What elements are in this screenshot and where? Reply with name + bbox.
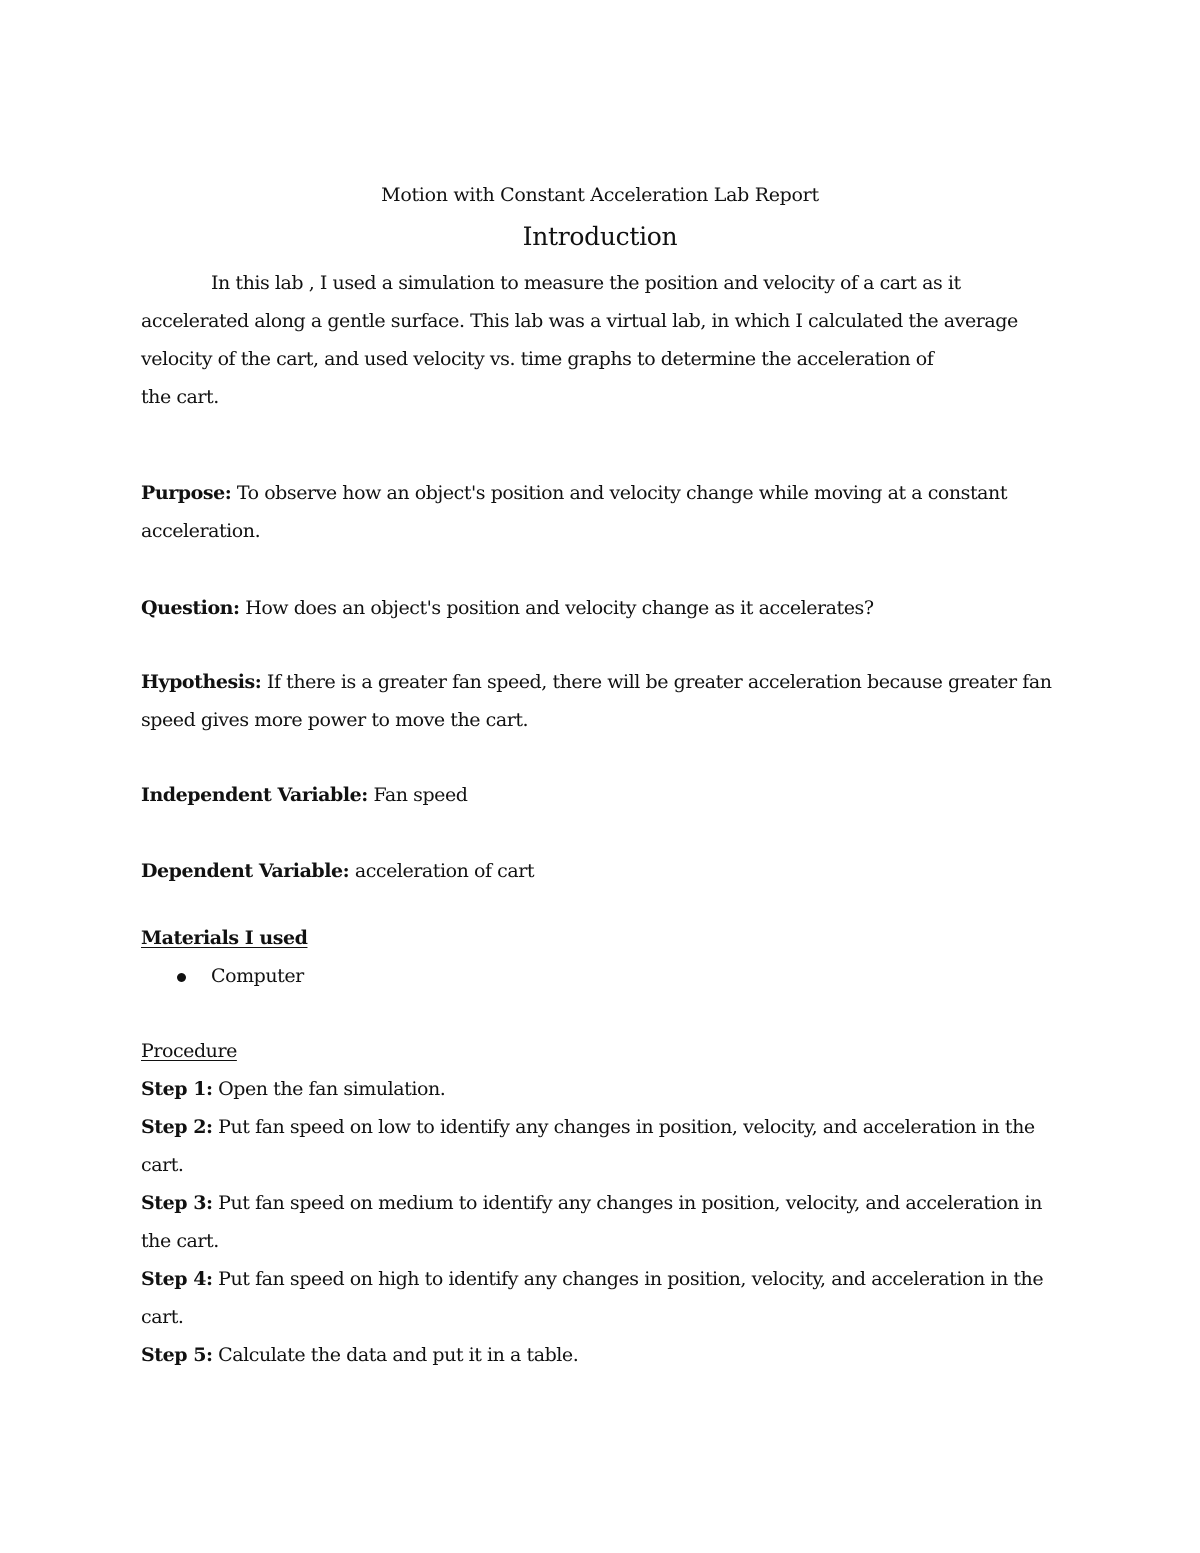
step-label: Step 1: <box>141 1078 213 1100</box>
document-title: Motion with Constant Acceleration Lab Report <box>381 184 819 206</box>
procedure-step <box>141 1260 1059 1336</box>
intro-line: In this lab , I used a simulation to measure the position and velocity of a cart as it <box>211 272 961 294</box>
materials-item-text: Computer <box>211 965 304 987</box>
section-heading-introduction: Introduction <box>522 222 678 251</box>
step-text: Put fan speed on low to identify any changes in position, velocity, and acceleration in the cart. <box>141 1116 1035 1176</box>
question-paragraph <box>141 589 1059 627</box>
step-text: Put fan speed on medium to identify any changes in position, velocity, and acceleration in the cart. <box>141 1192 1042 1252</box>
intro-line: the cart. <box>141 386 219 408</box>
purpose-paragraph <box>141 474 1059 550</box>
procedure-steps <box>141 1070 1059 1374</box>
procedure-step <box>141 1108 1059 1184</box>
procedure-step <box>141 1184 1059 1260</box>
dependent-variable-text: acceleration of cart <box>349 860 535 882</box>
step-label: Step 2: <box>141 1116 213 1138</box>
hypothesis-text: If there is a greater fan speed, there will be greater acceleration because greater fan speed gives more power to move the cart. <box>141 671 1052 731</box>
question-text: How does an object's position and velocity change as it accelerates? <box>239 597 874 619</box>
purpose-text: To observe how an object's position and velocity change while moving at a constant acceleration. <box>141 482 1007 542</box>
intro-line: accelerated along a gentle surface. This lab was a virtual lab, in which I calculated the average <box>141 310 1018 332</box>
procedure-step <box>141 1070 1059 1108</box>
procedure-heading: Procedure <box>141 1040 237 1062</box>
intro-line: velocity of the cart, and used velocity vs. time graphs to determine the acceleration of <box>141 348 934 370</box>
materials-heading-paragraph <box>141 919 1059 957</box>
independent-variable-paragraph <box>141 776 1059 814</box>
step-text: Put fan speed on high to identify any changes in position, velocity, and acceleration in the cart. <box>141 1268 1044 1328</box>
step-label: Step 5: <box>141 1344 213 1366</box>
hypothesis-paragraph <box>141 663 1059 739</box>
hypothesis-label: Hypothesis: <box>141 671 262 693</box>
dependent-variable-paragraph <box>141 852 1059 890</box>
procedure-heading-paragraph <box>141 1032 1059 1070</box>
materials-heading: Materials I used <box>141 927 308 949</box>
dependent-variable-label: Dependent Variable: <box>141 860 350 882</box>
intro-paragraph <box>141 264 1059 416</box>
bullet-icon <box>177 973 186 982</box>
procedure-step <box>141 1336 1059 1374</box>
step-text: Calculate the data and put it in a table. <box>212 1344 579 1366</box>
step-text: Open the fan simulation. <box>212 1078 446 1100</box>
step-label: Step 4: <box>141 1268 213 1290</box>
purpose-label: Purpose: <box>141 482 232 504</box>
step-label: Step 3: <box>141 1192 213 1214</box>
independent-variable-text: Fan speed <box>367 784 468 806</box>
independent-variable-label: Independent Variable: <box>141 784 368 806</box>
question-label: Question: <box>141 597 240 619</box>
